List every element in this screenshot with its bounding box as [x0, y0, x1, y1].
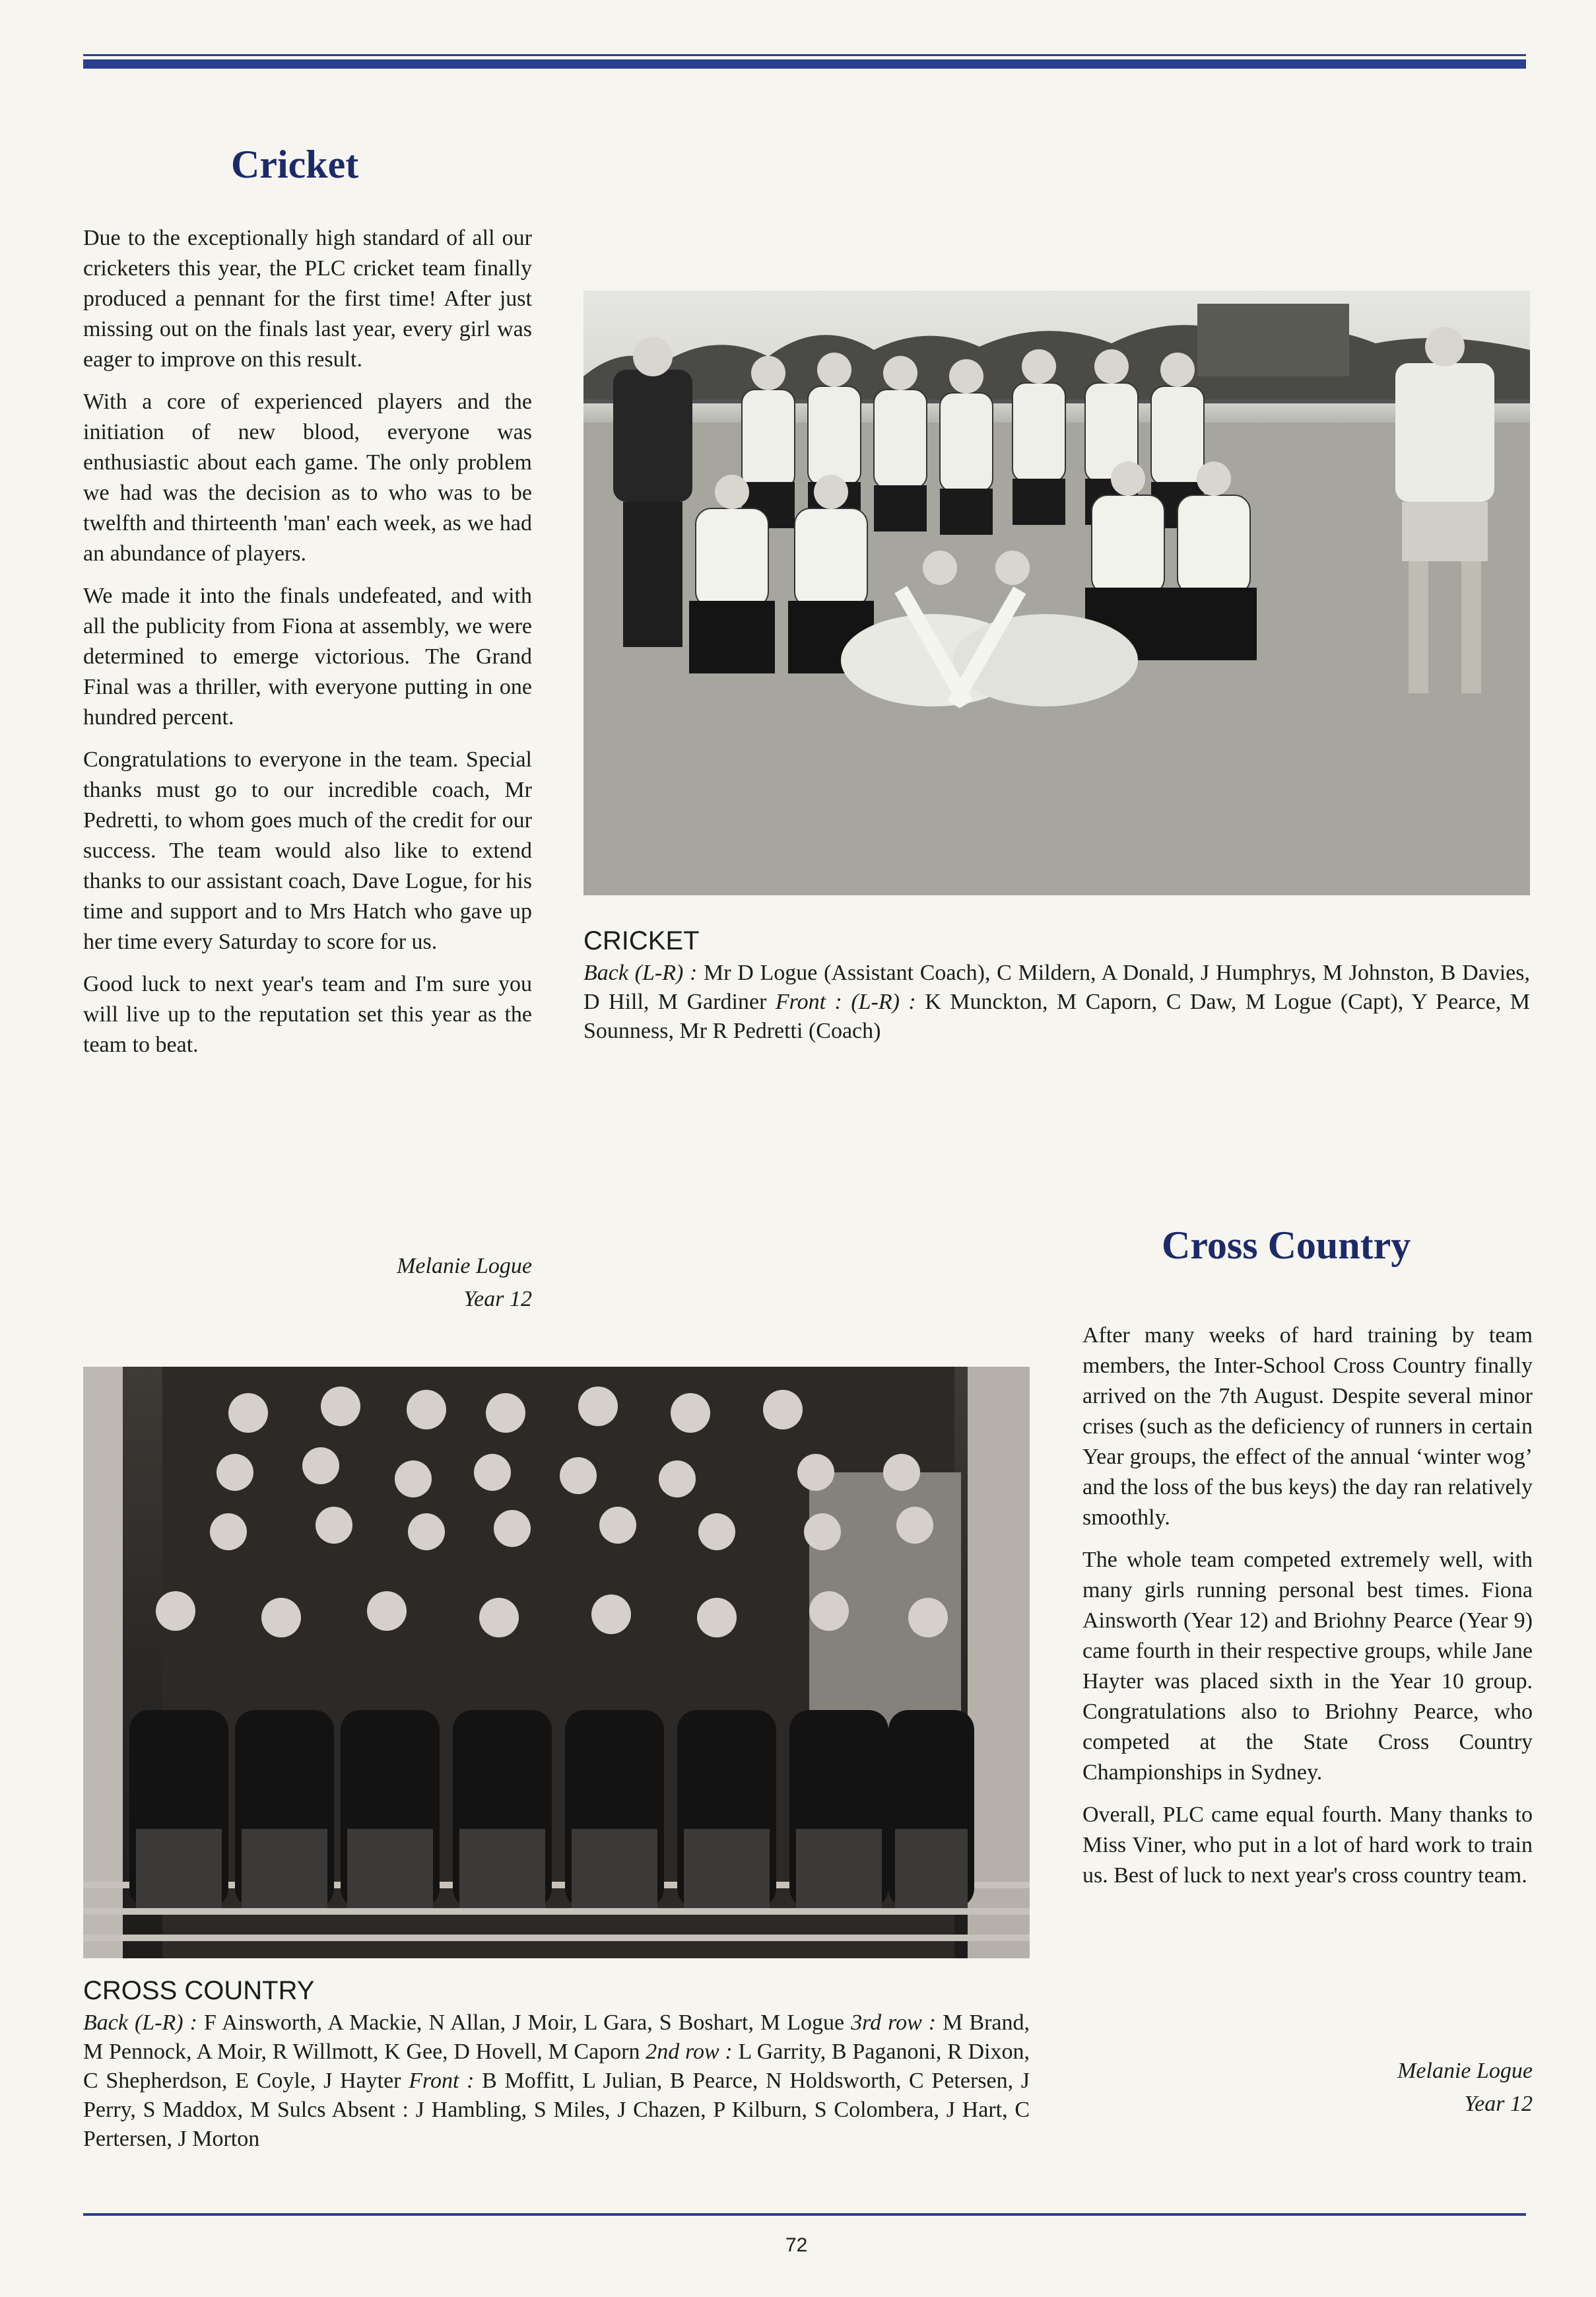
cricket-heading: Cricket: [231, 143, 359, 186]
cricket-paragraph: Good luck to next year's team and I'm sure you will live up to the reputation set this year as the team to beat.: [83, 972, 532, 1057]
cross-country-byline: [1320, 2055, 1533, 2121]
cc-paragraph: The whole team competed extremely well, with many girls running personal best times. Fiona Ainsworth (Year 12) and Briohny Pearce (Year 9) came fourth in their respective groups, while Jane Hayter was placed sixth in the Year 10 group. Congratulations also to Briohny Pearce, who competed at the State Cross Country Championships in Sydney.: [1082, 1548, 1533, 1785]
cricket-caption-title: CRICKET: [583, 926, 700, 955]
bottom-rule: [83, 2213, 1526, 2216]
cricket-team-photo: [583, 291, 1530, 895]
cricket-paragraph: With a core of experienced players and the initiation of new blood, everyone was enthusiastic about each game. The only problem we had was the decision as to who was to be twelfth and thirteenth 'man' each week, as we had an abundance of players.: [83, 390, 532, 566]
cricket-paragraph: Congratulations to everyone in the team. Special thanks must go to our incredible coach, Mr Pedretti, to whom goes much of the credit for our success. The team would also like to extend thanks to our assistant coach, Dave Logue, for his time and support and to Mrs Hatch who gave up her time every Saturday to score for us.: [83, 747, 532, 954]
cc-caption-front-names: B Moffitt, L Julian, B Pearce, N Holdsworth, C Petersen, J Perry, S Maddox, M Sulcs: [83, 2069, 1030, 2122]
cc-caption-row3-label: 3rd row :: [851, 2010, 937, 2035]
cricket-caption-back-label: Back (L-R) :: [583, 961, 698, 985]
cricket-caption-front-label: Front : (L-R) :: [775, 990, 916, 1014]
cc-caption-front-label: Front :: [409, 2069, 475, 2093]
cricket-paragraph: We made it into the finals undefeated, and with all the publicity from Fiona at assembly, we were determined to emerge victorious. The Grand Final was a thriller, with everyone putting in one hundred percent.: [83, 584, 532, 730]
cc-paragraph: After many weeks of hard training by team members, the Inter-School Cross Country finally arrived on the 7th August. Despite several minor crises (such as the deficiency of runners in certain Year groups, the effect of the annual ‘winter wog’ and the loss of the bus keys) the day ran relatively smoothly.: [1082, 1323, 1533, 1530]
cross-country-heading: Cross Country: [1162, 1223, 1411, 1267]
cricket-byline: [330, 1250, 532, 1316]
cricket-author-year: Year 12: [463, 1287, 532, 1311]
cricket-paragraph: Due to the exceptionally high standard of all our cricketers this year, the PLC cricket team finally produced a pennant for the first time! After just missing out on the finals last year, every girl was eager to improve on this result.: [83, 226, 532, 372]
cc-caption-back-label: Back (L-R) :: [83, 2010, 197, 2035]
cross-country-article: [1082, 1320, 1533, 1903]
cc-caption-row2-label: 2nd row :: [646, 2040, 733, 2064]
cricket-author: Melanie Logue: [397, 1254, 532, 1278]
cc-caption-row2-names: L Garrity, B Paganoni, R Dixon, C Shepherdson, E Coyle, J Hayter: [83, 2040, 1030, 2093]
cricket-article: [83, 223, 532, 1072]
cc-author-year: Year 12: [1464, 2092, 1533, 2116]
top-rule-thick: [83, 59, 1526, 69]
cc-paragraph: Overall, PLC came equal fourth. Many thanks to Miss Viner, who put in a lot of hard work to train us. Best of luck to next year's cross country team.: [1082, 1802, 1533, 1888]
cc-caption-back-names: F Ainsworth, A Mackie, N Allan, J Moir, L Gara, S Boshart, M Logue: [204, 2010, 845, 2035]
cc-caption-row3-names: M Brand, M Pennock, A Moir, R Willmott, K Gee, D Hovell, M Caporn: [83, 2010, 1030, 2064]
cc-caption-absent-names: J Hambling, S Miles, J Chazen, P Kilburn, S Colombera, J Hart, C Pertersen, J Morton: [83, 2098, 1030, 2151]
cricket-photo-caption: [583, 924, 1530, 1046]
cross-country-photo-caption: [83, 1974, 1030, 2154]
page-number: 72: [785, 2234, 808, 2256]
cc-author: Melanie Logue: [1397, 2059, 1533, 2083]
cc-caption-absent-label: Absent :: [331, 2098, 409, 2122]
cc-caption-title: CROSS COUNTRY: [83, 1976, 315, 2005]
top-rule-thin: [83, 54, 1526, 56]
cross-country-team-photo: [83, 1367, 1030, 1958]
cricket-caption-front-names: K Munckton, M Caporn, C Daw, M Logue (Capt), Y Pearce, M Sounness, Mr R Pedretti (Coach): [583, 990, 1530, 1043]
cricket-caption-back-names: Mr D Logue (Assistant Coach), C Mildern, A Donald, J Humphrys, M Johnston, B Davies, D Hill, M Gardiner: [583, 961, 1531, 1014]
